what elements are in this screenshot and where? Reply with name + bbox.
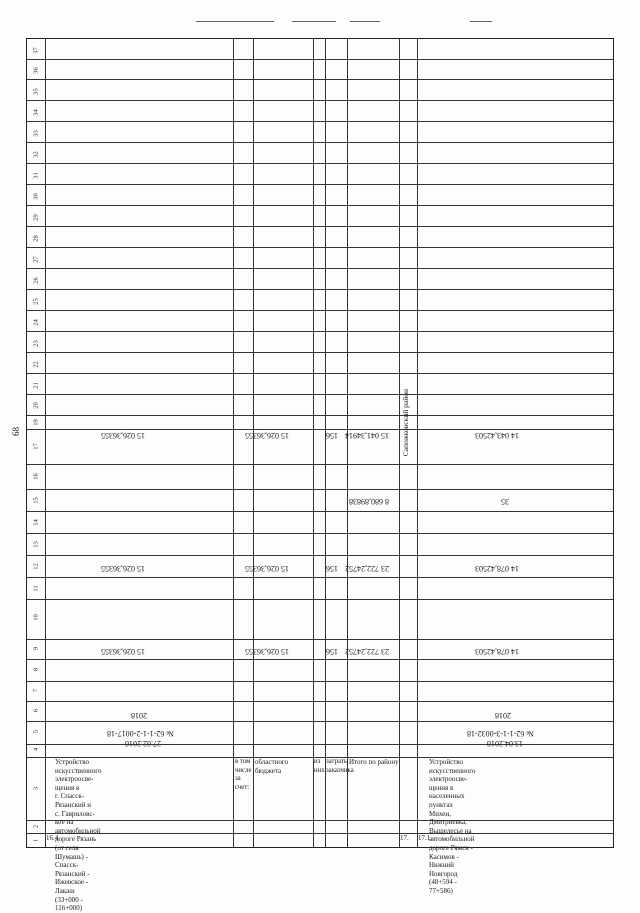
value-col10: 15 026,36355 (245, 564, 289, 573)
column-number: 3 (32, 786, 40, 791)
value-col17: 14 043,42503 (475, 431, 519, 440)
col-divider (27, 184, 613, 185)
col-divider (27, 489, 613, 490)
value-col10: 156 (326, 564, 338, 573)
year: 2018 (495, 711, 511, 720)
column-number: 33 (32, 130, 40, 137)
scan-artifact-line (196, 21, 274, 22)
value-col7: 14 078,42503 (475, 647, 519, 656)
column-number: 31 (32, 172, 40, 179)
column-number: 25 (32, 298, 40, 305)
col-divider (27, 394, 613, 395)
column-number: 32 (32, 151, 40, 158)
column-number: 34 (32, 109, 40, 116)
row-number: 17.1. (418, 834, 432, 842)
col-divider (27, 415, 613, 416)
column-number: 21 (32, 382, 40, 389)
row-label-district-total: Итого по району (349, 758, 399, 766)
col-divider (27, 681, 613, 682)
scan-artifact-line (292, 21, 336, 22)
col-divider (27, 555, 613, 556)
column-number: 22 (32, 361, 40, 368)
col-divider (27, 121, 613, 122)
col-divider (27, 247, 613, 248)
contract-date: 27.02.2018 (125, 739, 161, 748)
page-number: 68 (11, 427, 21, 436)
rotated-table (26, 38, 614, 913)
column-number: 15 (32, 497, 40, 504)
col-divider (27, 226, 613, 227)
value-col14: 8 680,89838 (349, 497, 389, 506)
col-divider (27, 268, 613, 269)
column-number: 4 (32, 747, 40, 752)
value-col17: 15 026,36355 (101, 431, 145, 440)
section-title: Сапожковский район (401, 389, 410, 457)
scan-artifact-line (350, 21, 380, 22)
row-divider (253, 39, 254, 847)
row-divider (347, 39, 348, 847)
column-number: 24 (32, 319, 40, 326)
col-divider (27, 289, 613, 290)
col-divider (27, 464, 613, 465)
column-number: 17 (32, 443, 40, 450)
value-col17: 156 (326, 431, 338, 440)
column-number: 20 (32, 402, 40, 409)
col-divider (27, 373, 613, 374)
column-number: 2 (32, 824, 40, 829)
contract-number: № 62-1-1-2-0017-18 (107, 729, 174, 738)
column-number: 28 (32, 235, 40, 242)
col-divider (27, 659, 613, 660)
column-number: 37 (32, 47, 40, 54)
column-number: 5 (32, 729, 40, 734)
row-label-customer-costs: затраты заказчика (326, 758, 354, 774)
col-divider (27, 639, 613, 640)
column-number: 19 (32, 419, 40, 426)
scan-artifact-line (470, 21, 492, 22)
row-label-regional-budget: областного бюджета (255, 758, 289, 775)
column-number: 1 (32, 838, 40, 843)
col-divider (27, 511, 613, 512)
column-number: 13 (32, 541, 40, 548)
column-number: 9 (32, 646, 40, 651)
column-number: 14 (32, 519, 40, 526)
year: 2018 (131, 711, 147, 720)
value-col14: 35 (501, 497, 509, 506)
column-number: 10 (32, 614, 40, 621)
value-col10: 23 722,24752 (345, 564, 389, 573)
row-label-of-which: из них: (314, 758, 327, 774)
column-number: 35 (32, 88, 40, 95)
value-col10: 15 026,36355 (101, 564, 145, 573)
col-divider (27, 429, 613, 430)
row-divider (325, 39, 326, 847)
col-divider (27, 533, 613, 534)
contract-date: 13.04.2018 (487, 739, 523, 748)
col-divider (27, 577, 613, 578)
column-number: 30 (32, 193, 40, 200)
col-divider (27, 79, 613, 80)
column-number: 27 (32, 256, 40, 263)
column-number: 36 (32, 67, 40, 74)
value-col10: 14 078,42503 (475, 564, 519, 573)
value-col7: 23 722,24752 (345, 647, 389, 656)
col-divider (27, 59, 613, 60)
row-divider (399, 39, 400, 847)
value-col17: 15 026,36355 (245, 431, 289, 440)
row-number: 17. (400, 834, 409, 842)
row-description: Устройство искусственного электроосве- щения в г. Спасск- Рязанский и с. Гавриловс- кое на автомобильной дороге Рязань (от села Шумашь) - Спасск- Рязанский - Ижевское - Лакаш (33+000 - 116+000) (55, 758, 102, 913)
column-number: 26 (32, 277, 40, 284)
col-divider (27, 310, 613, 311)
row-divider (45, 39, 46, 847)
col-divider (27, 352, 613, 353)
row-divider (417, 39, 418, 847)
contract-number: № 62-1-1-3-0032-18 (467, 729, 534, 738)
row-label-including: в том числе за счет: (235, 758, 252, 791)
column-number: 6 (32, 708, 40, 713)
col-divider (27, 163, 613, 164)
row-divider (313, 39, 314, 847)
value-col7: 15 026,36355 (245, 647, 289, 656)
col-divider (27, 744, 613, 745)
row-description: Устройство искусственного электроосве- щения в населенных пунктах Михеи, Дмитриевка, Вышелесье на автомобильной дороге Ряжск - Касимов - Нижний Новгород (48+594 - 77+586) (429, 758, 476, 895)
value-col7: 156 (326, 647, 338, 656)
column-number: 12 (32, 563, 40, 570)
col-divider (27, 331, 613, 332)
value-col7: 15 026,36355 (101, 647, 145, 656)
col-divider (27, 205, 613, 206)
row-divider (233, 39, 234, 847)
col-divider (27, 100, 613, 101)
col-divider (27, 599, 613, 600)
col-divider (27, 721, 613, 722)
col-divider (27, 701, 613, 702)
column-number: 7 (32, 688, 40, 693)
column-number: 8 (32, 667, 40, 672)
value-col17: 15 041,34914 (345, 431, 389, 440)
column-number: 23 (32, 340, 40, 347)
column-number: 29 (32, 214, 40, 221)
column-number: 16 (32, 473, 40, 480)
col-divider (27, 142, 613, 143)
row-number: 16.4. (46, 834, 60, 842)
column-number: 11 (32, 585, 40, 592)
